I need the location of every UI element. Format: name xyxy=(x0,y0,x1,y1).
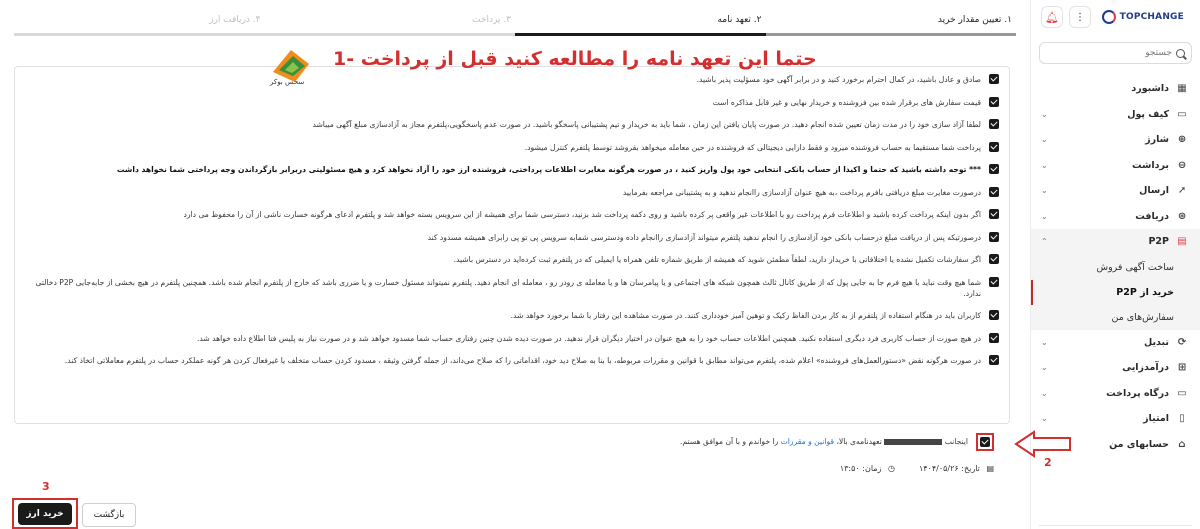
brand-mark-icon xyxy=(1102,10,1116,24)
term-checkbox[interactable] xyxy=(989,74,999,84)
sidebar-item-withdraw[interactable] xyxy=(1031,153,1200,179)
term-text: اگر سفارشات تکمیل نشده یا اختلافاتی با خریدار دارید، لطفاً مطمئن شوید که همیشه از طریق شماره تلفن همراه یا ایمیلی که در پلتفرم ثبت کرده‌اید در دسترس باشید. xyxy=(453,255,981,264)
sidebar-item-label: P2P xyxy=(1148,236,1169,248)
sidebar-item-label: برداشت xyxy=(1131,159,1169,171)
sidebar-item-label: کیف پول xyxy=(1127,108,1169,120)
notifications-button[interactable] xyxy=(1041,6,1063,28)
sidebar-item-label: ارسال xyxy=(1139,185,1169,197)
watermark-caption: سحس بوکر xyxy=(270,78,305,86)
sidebar-item-send[interactable] xyxy=(1031,178,1200,204)
term-checkbox[interactable] xyxy=(989,164,999,174)
term-item xyxy=(25,142,999,153)
term-item xyxy=(25,187,999,198)
sidebar-item-exchange[interactable] xyxy=(1031,330,1200,356)
points-icon: ▯ xyxy=(1179,413,1185,425)
term-text: لطفا آزاد سازی خود را در مدت زمان تعیین شده انجام دهید. در صورت پایان یافتن این زمان ، شما باید به خریدار و تیم پشتیبانی پاسخگو باشید. در صورت عدم پاسخگویی،پلتفرم مجاز به آزادسازی مبلغ آگهی میباشد xyxy=(312,120,981,129)
term-item xyxy=(25,232,999,243)
chevron-down-icon: ⌄ xyxy=(1041,337,1048,347)
term-text: در هیچ صورت از حساب کاربری فرد دیگری استفاده نکنید. همچنین اطلاعات حساب خود را به هیچ عنوان در اختیار دیگران قرار ندهید. در صورت دیده شدن چنین رفتاری حساب شما مسدود خواهد شد و در صورت نیاز به پلیس فتا اطلاع داده خواهد شد. xyxy=(196,333,981,343)
step-amount: ۱. تعیین مقدار خرید xyxy=(766,12,1017,36)
sidebar-item-label: شارژ xyxy=(1145,134,1169,146)
term-item xyxy=(25,97,999,108)
exchange-icon: ⟳ xyxy=(1177,336,1187,348)
time-value: ۱۳:۵۰ xyxy=(839,464,860,473)
term-checkbox[interactable] xyxy=(989,97,999,107)
order-meta xyxy=(600,464,994,473)
term-item xyxy=(25,310,999,321)
chevron-down-icon: ⌄ xyxy=(1041,414,1048,424)
sidebar-item-receive[interactable] xyxy=(1031,204,1200,230)
bank-icon: ⌂ xyxy=(1178,438,1186,450)
date-value: ۱۴۰۴/۰۵/۲۶ xyxy=(918,464,959,473)
calendar-icon: ▤ xyxy=(986,464,994,473)
term-item xyxy=(25,333,999,344)
receive-icon: ⊛ xyxy=(1177,210,1187,222)
step-payment: ۳. پرداخت xyxy=(265,12,516,36)
agreement-middle: تعهدنامه‌ی بالا، xyxy=(836,437,882,446)
search-input[interactable] xyxy=(1046,48,1172,58)
term-text: قیمت سفارش های برقرار شده بین فروشنده و خریدار نهایی و غیر قابل مذاکره است xyxy=(712,97,981,107)
withdraw-icon: ⊖ xyxy=(1177,159,1187,171)
term-item xyxy=(25,277,999,299)
chevron-down-icon: ⌄ xyxy=(1041,109,1048,119)
back-button[interactable]: بازگشت xyxy=(82,503,136,527)
sidebar-item-label: تبدیل xyxy=(1144,336,1169,348)
sidebar-subitem-my-orders[interactable]: سفارش‌های من xyxy=(1031,305,1200,330)
clock-icon: ◷ xyxy=(887,464,895,473)
charge-icon: ⊕ xyxy=(1177,134,1187,146)
dashboard-icon: ▦ xyxy=(1177,83,1187,95)
term-checkbox[interactable] xyxy=(989,310,999,320)
order-date xyxy=(919,464,994,473)
buy-currency-button[interactable]: خرید ارز xyxy=(18,503,72,525)
term-checkbox[interactable] xyxy=(989,187,999,197)
sidebar-item-p2p[interactable] xyxy=(1031,229,1200,255)
sidebar-item-label: دریافت xyxy=(1135,210,1169,222)
gift-icon: ⊞ xyxy=(1177,362,1187,374)
term-text: در صورت هرگونه نقض «دستورالعمل‌های فروشنده» اعلام شده، پلتفرم می‌تواند مطابق با قوانین و مقررات مربوطه، با بنا به صلاح دید خود، اقداماتی را که صلاح می‌داند، از جمله گرفتن وثیقه ، مسدود کردن حساب متخلف یا غیرفعال کردن هر گونه عملکرد حساب در پلتفرم معاملاتی اتخاذ کند. xyxy=(64,356,981,365)
sidebar-item-label: امتیاز xyxy=(1143,413,1169,425)
term-checkbox[interactable] xyxy=(989,209,999,219)
term-text: کاربران باید در هنگام استفاده از پلتفرم از به کار بردن الفاظ رکیک و توهین آمیز خودداری کنند. در صورت مشاهده این رفتار با شما برخورد خواهد شد. xyxy=(510,311,981,320)
card-icon: ▭ xyxy=(1177,387,1187,399)
term-checkbox[interactable] xyxy=(989,232,999,242)
send-icon: ➚ xyxy=(1177,185,1187,197)
term-text: اگر بدون اینکه پرداخت کرده باشید و اطلاعات فرم پرداخت رو با اطلاعات غیر واقعی پر کرده باشید و روی دکمه پرداخت شد بزنید، دسترسی شما برای همیشه از این سرویس بسته خواهد شد و پلتفرم ادعای هرگونه خسارت ناشی از آن را محفوظ می دارد xyxy=(183,210,981,219)
term-text: درصورتیکه پس از دریافت مبلغ درحساب بانکی خود آزادسازی را انجام ندهید پلتفرم میتواند آزادسازی راانجام داده ودسترسی شمابه سرویس پی تو پی رابرای همیشه مسدود کند xyxy=(427,232,981,242)
date-label: تاریخ: xyxy=(961,464,980,473)
term-item xyxy=(25,355,999,366)
chevron-down-icon: ⌄ xyxy=(1041,211,1048,221)
brand-logo[interactable] xyxy=(1102,10,1184,24)
order-time xyxy=(840,464,895,473)
sidebar-subitem-buy-p2p[interactable]: خرید از P2P xyxy=(1031,280,1200,305)
annotation-arrow-icon xyxy=(1014,430,1074,458)
term-item xyxy=(25,74,999,85)
agreement-checkbox-highlight xyxy=(976,433,994,451)
time-label: زمان: xyxy=(862,464,882,473)
chevron-down-icon: ⌄ xyxy=(1041,388,1048,398)
term-item xyxy=(25,254,999,265)
term-text: پرداخت شما مستقیما به حساب فروشنده میرود و فقط دارایی دیجیتالی که فروشنده در حین معامله میخواهد بفروشد توسط پلتفرم کنترل میشود. xyxy=(524,142,981,152)
sidebar-nav xyxy=(1031,76,1200,457)
chevron-down-icon: ⌄ xyxy=(1041,135,1048,145)
annotation-2: 2 xyxy=(1044,456,1052,469)
dots-icon: ⋮ xyxy=(1075,11,1085,23)
term-text: *** توجه داشته باشید که حتما و اکیدا از حساب بانکی انتخابی خود پول واریز کنید ، در صورت هرگونه مغایرت اطلاعات پرداختی، فروشنده ارز خود را آزاد نخواهد کرد و هیچ مسئولیتی دربرابر بازگرداندن وجه پرداختی شما نخواهد داشت xyxy=(116,165,981,174)
chevron-down-icon: ⌄ xyxy=(1041,160,1048,170)
terms-list xyxy=(14,66,1010,424)
bell-icon: 🔔︎ xyxy=(1045,10,1059,24)
brand-name: TOPCHANGE xyxy=(1119,12,1184,22)
term-text: درصورت مغایرت مبلغ دریافتی بافرم پرداخت ،به هیچ عنوان آزادسازی راانجام ندهید و به پشتیبانی مراجعه بفرمایید xyxy=(622,187,981,197)
agreement-suffix: را خواندم و با آن موافق هستم. xyxy=(680,437,779,446)
sidebar-item-wallet[interactable] xyxy=(1031,102,1200,128)
term-checkbox[interactable] xyxy=(989,355,999,365)
term-item xyxy=(25,209,999,220)
sidebar-subitem-create-sell-ad[interactable]: ساخت آگهی فروش xyxy=(1031,255,1200,280)
term-checkbox[interactable] xyxy=(989,277,999,287)
agreement-row xyxy=(620,436,994,451)
term-text: شما هیچ وقت نباید با هیچ فرم جا به جایی پول که از طریق کانال ثالث همچون شبکه های اجتماعی و یا پیامرسان ها و یا معامله ی رودر رو ، معامله ای انجام دهید. پلتفرم نمیتواند مسئول خسارت و یا ضرری باشد که خارج از پلتفرم انجام شده باشد. همچنین پلتفرم در هیچ بخشی از جابه‌جایی P2P دخالتی ندارد. xyxy=(35,277,981,298)
term-checkbox[interactable] xyxy=(989,119,999,129)
stepper xyxy=(14,12,1016,36)
sidebar-item-label: درآمدزایی xyxy=(1122,362,1169,374)
buy-button-highlight xyxy=(12,498,78,529)
term-checkbox[interactable] xyxy=(989,142,999,152)
step-receive-currency: ۴. دریافت ارز xyxy=(14,12,265,36)
sidebar-item-dashboard[interactable] xyxy=(1031,76,1200,102)
calendar-icon: ▤ xyxy=(1177,236,1187,248)
sidebar-item-earning[interactable] xyxy=(1031,355,1200,381)
annotation-1-text: حتما این تعهد نامه را مطالعه کنید قبل از پرداخت -1 xyxy=(333,48,817,70)
sidebar-item-label: حسابهای من xyxy=(1109,438,1169,450)
term-item xyxy=(25,164,999,175)
term-checkbox[interactable] xyxy=(989,333,999,343)
term-text: صادق و عادل باشید، در کمال احترام برخورد کنید و در برابر آگهی خود مسؤلیت پذیر باشید. xyxy=(696,75,981,84)
term-checkbox[interactable] xyxy=(989,254,999,264)
sidebar-item-charge[interactable] xyxy=(1031,127,1200,153)
agreement-prefix: اینجانب xyxy=(944,437,968,446)
sidebar-item-label: داشبورد xyxy=(1131,83,1169,95)
annotation-3: 3 xyxy=(42,480,50,493)
chevron-up-icon: ⌃ xyxy=(1041,237,1048,247)
wallet-icon: ▭ xyxy=(1177,108,1187,120)
chevron-down-icon: ⌄ xyxy=(1041,363,1048,373)
sidebar-item-points[interactable] xyxy=(1031,406,1200,432)
step-commitment: ۲. تعهد نامه xyxy=(515,12,766,36)
sidebar-item-label: درگاه پرداخت xyxy=(1106,387,1169,399)
terms-link[interactable]: قوانین و مقررات xyxy=(780,437,835,446)
menu-button[interactable] xyxy=(1069,6,1091,28)
agreement-text xyxy=(620,436,968,448)
agreement-checkbox[interactable] xyxy=(980,437,990,447)
chevron-down-icon: ⌄ xyxy=(1041,186,1048,196)
search-icon xyxy=(1176,49,1185,58)
search-box[interactable] xyxy=(1039,42,1192,64)
redacted-name xyxy=(884,439,942,445)
sidebar-item-gateway[interactable] xyxy=(1031,381,1200,407)
term-item xyxy=(25,119,999,130)
sidebar-footer-divider xyxy=(1039,525,1192,529)
